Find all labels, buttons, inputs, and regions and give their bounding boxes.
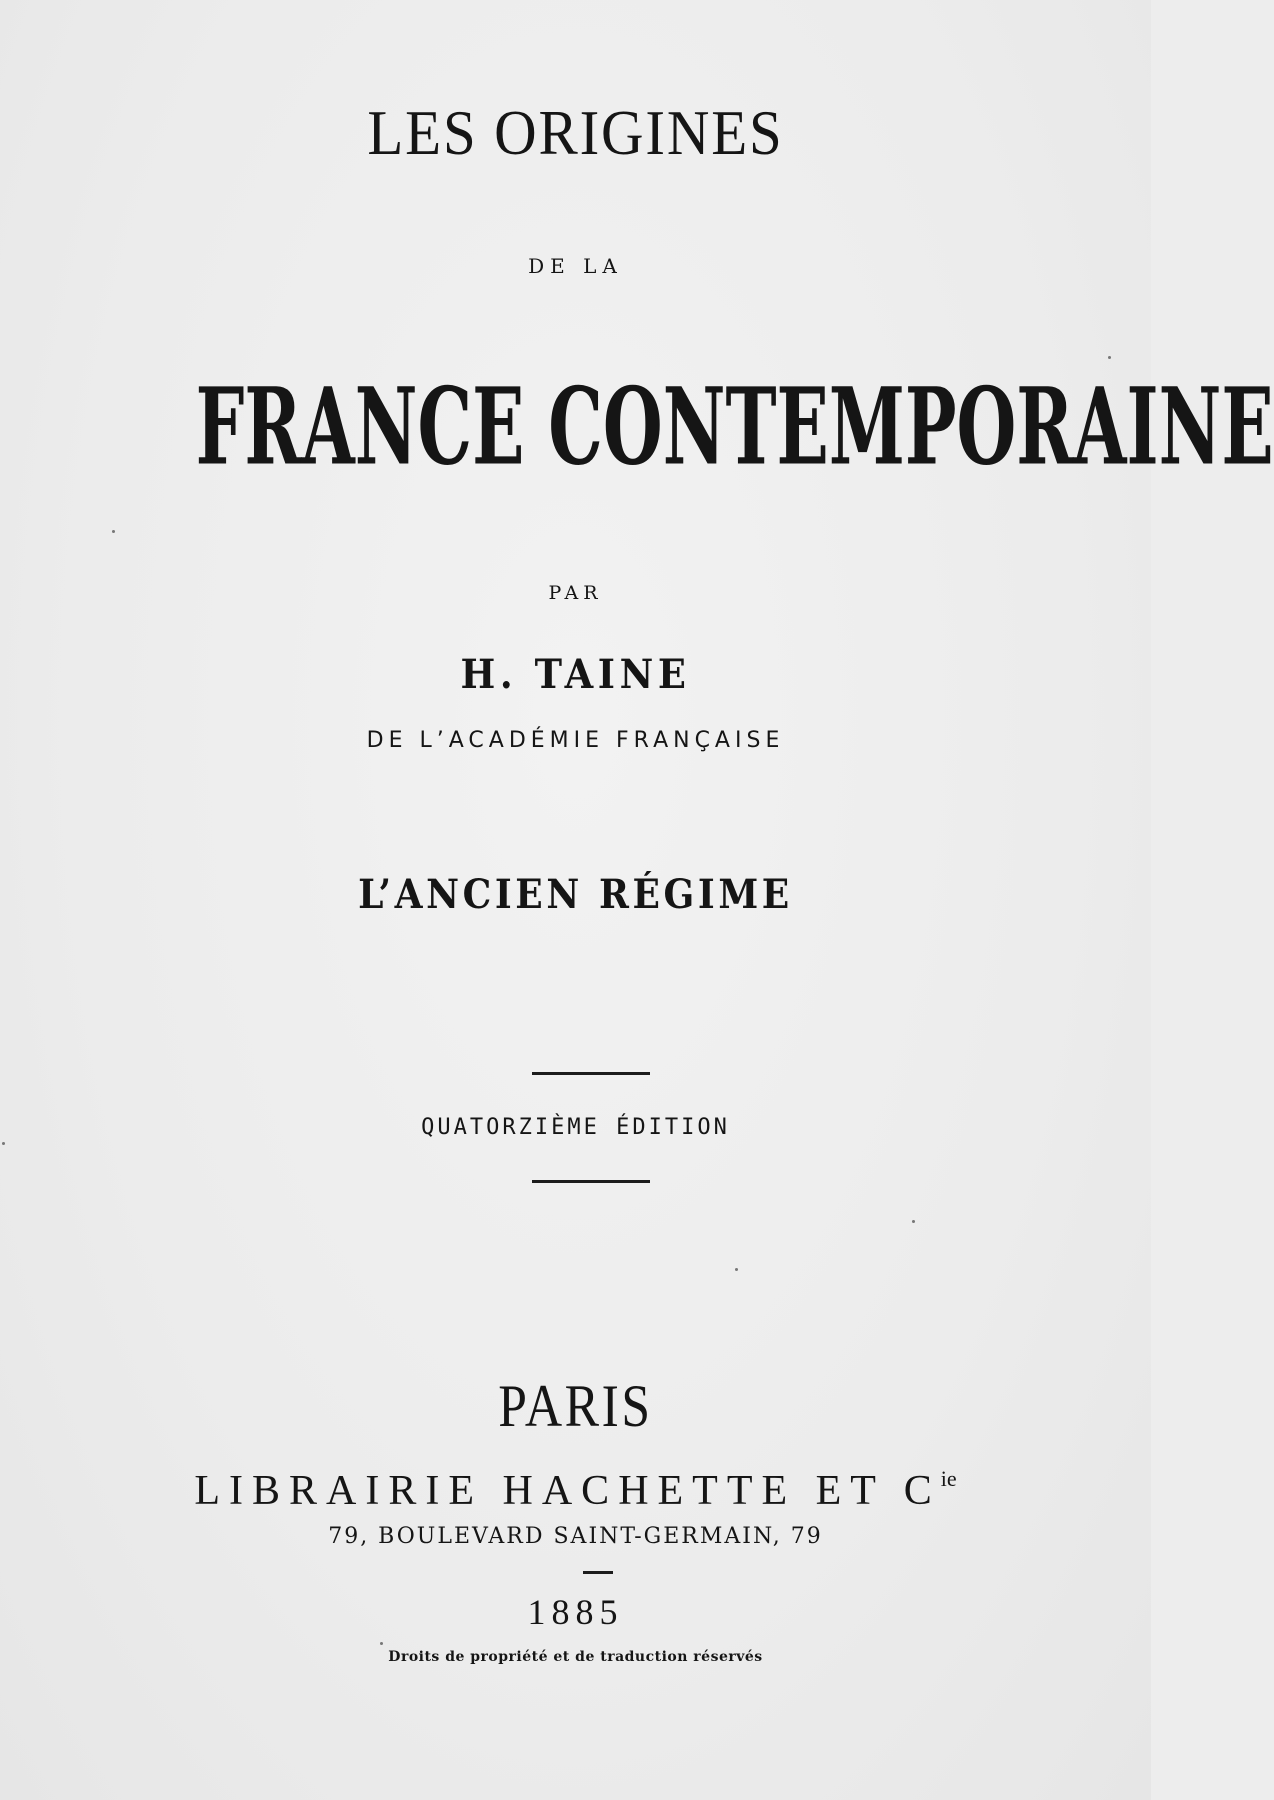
paper-speck xyxy=(912,1220,915,1223)
publisher-address: 79, BOULEVARD SAINT-GERMAIN, 79 xyxy=(328,1524,823,1549)
paper-speck xyxy=(735,1268,738,1271)
by-line: PAR xyxy=(548,582,603,604)
edition-label: QUATORZIÈME ÉDITION xyxy=(421,1115,730,1140)
year-rule xyxy=(583,1571,613,1574)
publisher-name-text: LIBRAIRIE HACHETTE ET C xyxy=(194,1468,941,1514)
publication-year: 1885 xyxy=(527,1592,624,1632)
paper-speck xyxy=(1108,356,1111,359)
volume-title: L’ANCIEN RÉGIME xyxy=(358,871,793,918)
publisher-name xyxy=(0,1466,1151,1515)
publication-city: PARIS xyxy=(498,1373,653,1439)
rights-notice: Droits de propriété et de traduction réservés xyxy=(388,1649,763,1665)
edition-rule-top xyxy=(532,1072,650,1075)
edition-rule-bottom xyxy=(532,1180,650,1183)
author-name: H. TAINE xyxy=(460,651,691,698)
paper-speck xyxy=(112,530,115,533)
author-affiliation: DE L’ACADÉMIE FRANÇAISE xyxy=(366,728,785,753)
title-line-2: DE LA xyxy=(528,254,623,278)
paper-speck xyxy=(2,1142,5,1145)
publisher-suffix: ie xyxy=(940,1466,957,1491)
title-line-1: LES ORIGINES xyxy=(367,97,784,168)
paper-speck xyxy=(380,1642,383,1645)
title-line-3: FRANCE CONTEMPORAINE xyxy=(195,363,1274,490)
